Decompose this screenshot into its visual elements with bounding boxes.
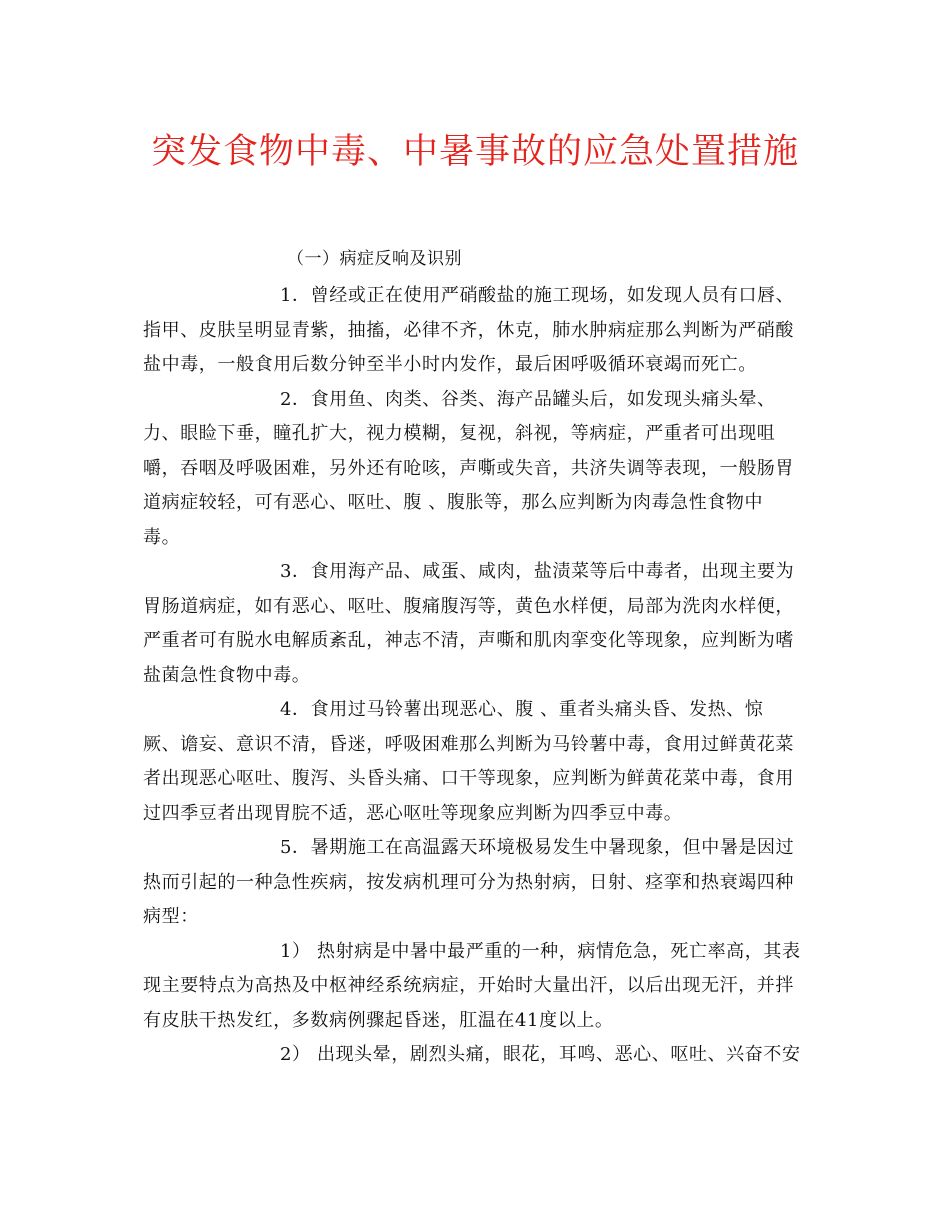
- text-line: 病型：: [143, 906, 199, 927]
- text-line: 1） 热射病是中暑中最严重的一种，病情危急，死亡率高，其表: [280, 940, 801, 962]
- document-body: [143, 279, 803, 1073]
- text-line: 胃肠道病症，如有恶心、呕吐、腹痛腹泻等，黄色水样便，局部为洗肉水样便，: [143, 595, 794, 617]
- text-line: 嚼，吞咽及呼吸困难，另外还有呛咳，声嘶或失音，共济失调等表现，一般肠胃: [143, 457, 794, 479]
- paragraph-2: [143, 383, 803, 556]
- text-line: 毒。: [143, 526, 181, 548]
- document-title: 突发食物中毒、中暑事故的应急处置措施: [150, 132, 799, 172]
- text-line: 1．曾经或正在使用严硝酸盐的施工现场，如发现人员有口唇、: [280, 285, 795, 306]
- paragraph-6: [143, 935, 803, 1039]
- text-line: 者出现恶心呕吐、腹泻、头昏头痛、口干等现象，应判断为鲜黄花菜中毒，食用: [143, 768, 794, 789]
- paragraph-3: [143, 555, 803, 693]
- text-line: 厥、谵妄、意识不清，昏迷，呼吸困难那么判断为马铃薯中毒，食用过鲜黄花菜: [143, 733, 794, 755]
- paragraph-4: [143, 693, 803, 831]
- section-heading: （一）病症反响及识别: [287, 249, 462, 269]
- text-line: 3．食用海产品、咸蛋、咸肉，盐渍菜等后中毒者，出现主要为: [280, 561, 795, 582]
- text-line: 盐菌急性食物中毒。: [143, 664, 311, 686]
- paragraph-7: [143, 1038, 803, 1073]
- text-line: 2．食用鱼、肉类、谷类、海产品罐头后，如发现头痛头晕、: [280, 388, 776, 410]
- paragraph-1: [143, 279, 803, 383]
- text-line: 有皮肤干热发红，多数病例骤起昏迷，肛温在41度以上。: [143, 1009, 614, 1031]
- text-line: 现主要特点为高热及中枢神经系统病症，开始时大量出汗，以后出现无汗，并拌: [143, 975, 794, 996]
- text-line: 5．暑期施工在高温露天环境极易发生中暑现象，但中暑是因过: [280, 837, 795, 858]
- text-line: 过四季豆者出现胃脘不适，恶心呕吐等现象应判断为四季豆中毒。: [143, 802, 683, 824]
- text-line: 2） 出现头晕，剧烈头痛，眼花，耳鸣、恶心、呕吐、兴奋不安: [280, 1044, 801, 1065]
- text-line: 道病症较轻，可有恶心、呕吐、腹 、腹胀等，那么应判断为肉毒急性食物中: [143, 492, 764, 513]
- text-line: 严重者可有脱水电解质紊乱，神志不清，声嘶和肌肉挛变化等现象，应判断为嗜: [143, 630, 794, 651]
- text-line: 4．食用过马铃薯出现恶心、腹 、重者头痛头昏、发热、惊: [280, 699, 764, 720]
- text-line: 力、眼睑下垂，瞳孔扩大，视力模糊，复视，斜视，等病症，严重者可出现咀: [143, 423, 776, 444]
- text-line: 盐中毒，一般食用后数分钟至半小时内发作，最后困呼吸循环衰竭而死亡。: [143, 354, 757, 375]
- text-line: 指甲、皮肤呈明显青紫，抽搐，必律不齐，休克，肺水肿病症那么判断为严硝酸: [143, 319, 794, 341]
- paragraph-5: [143, 831, 803, 935]
- text-line: 热而引起的一种急性疾病，按发病机理可分为热射病，日射、痉挛和热衰竭四种: [143, 871, 794, 893]
